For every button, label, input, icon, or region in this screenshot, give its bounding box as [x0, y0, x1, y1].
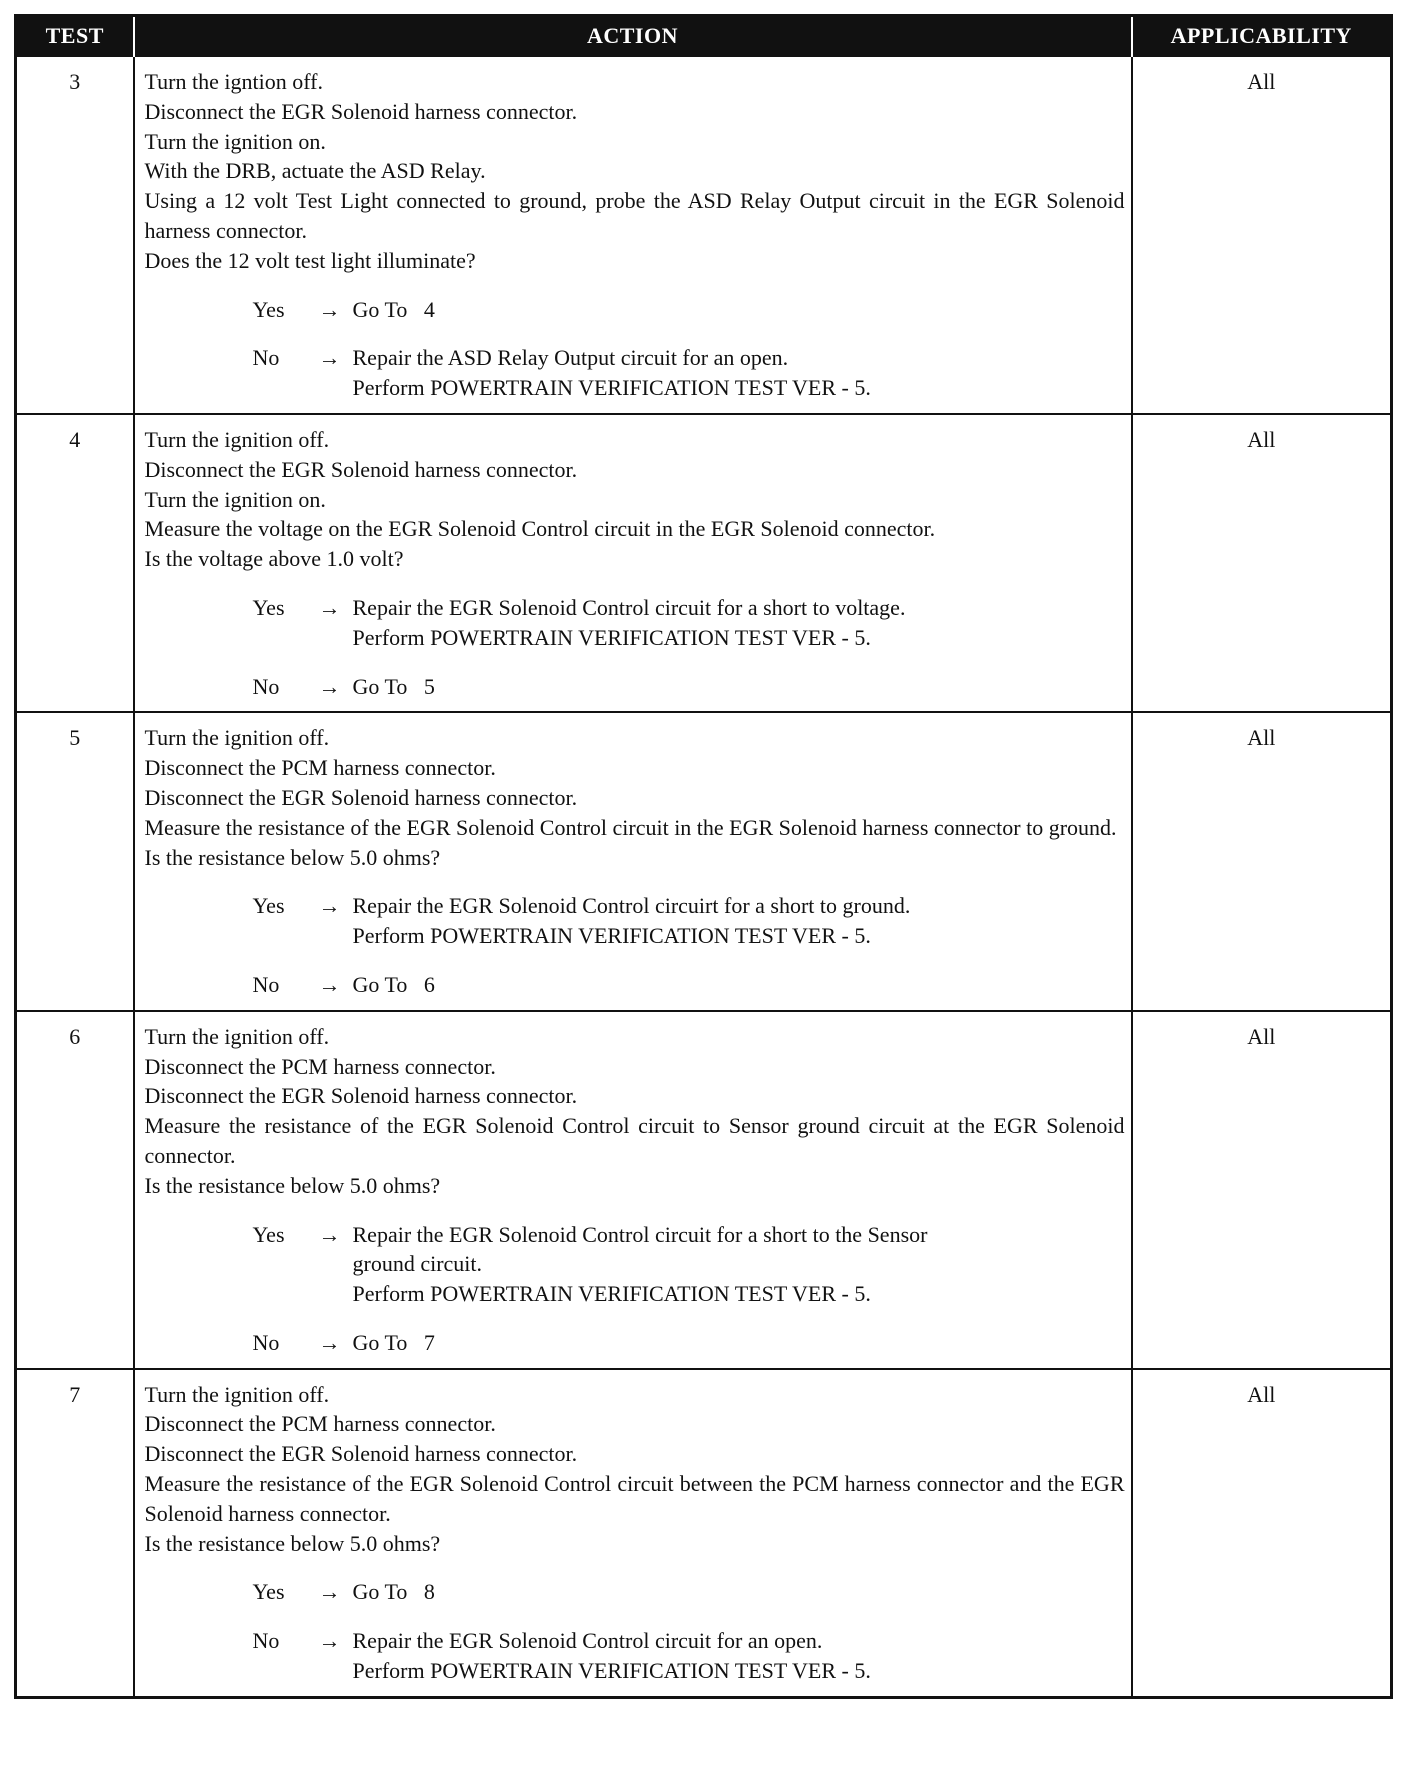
- step-list: [145, 67, 1125, 276]
- test-action: [134, 712, 1132, 1010]
- header-test: TEST: [16, 16, 134, 57]
- yes-text: [353, 1220, 1125, 1309]
- yes-text-line: Perform POWERTRAIN VERIFICATION TEST VER - 5.: [352, 1281, 871, 1307]
- table-header: [16, 16, 1392, 57]
- yes-label: Yes: [252, 1221, 285, 1247]
- no-response: [253, 1328, 1125, 1358]
- test-row: [16, 712, 1392, 1010]
- no-label: No: [252, 971, 280, 997]
- yes-response: [253, 593, 1125, 653]
- no-label: No: [252, 1628, 280, 1654]
- no-label: No: [252, 1329, 280, 1355]
- step-list: [145, 1380, 1125, 1559]
- test-row: [16, 1369, 1392, 1698]
- action-step: Turn the ignition off.: [144, 1023, 330, 1049]
- diagnostic-sheet: [14, 14, 1390, 1699]
- yes-text-line: Perform POWERTRAIN VERIFICATION TEST VER - 5.: [352, 923, 871, 949]
- header-applicability: APPLICABILITY: [1132, 16, 1392, 57]
- yes-text-line: Go To 8: [352, 1579, 435, 1605]
- test-applicability: All: [1132, 1011, 1392, 1369]
- yes-label: Yes: [252, 296, 285, 322]
- no-label: No: [252, 345, 280, 371]
- action-step: With the DRB, actuate the ASD Relay.: [144, 158, 486, 184]
- test-applicability: All: [1132, 414, 1392, 712]
- yes-text-line: ground circuit.: [352, 1251, 483, 1277]
- test-number: 5: [16, 712, 134, 1010]
- test-applicability: All: [1132, 56, 1392, 414]
- arrow-icon: →: [318, 893, 341, 919]
- action-step: Disconnect the EGR Solenoid harness connector.: [144, 1441, 578, 1467]
- step-list: [145, 723, 1125, 872]
- action-step: Turn the ignition off.: [144, 426, 330, 452]
- test-number: 7: [16, 1369, 134, 1698]
- action-step: Does the 12 volt test light illuminate?: [144, 247, 476, 273]
- action-step: Disconnect the PCM harness connector.: [144, 1053, 496, 1079]
- no-text: [353, 970, 1125, 1000]
- action-step: Disconnect the EGR Solenoid harness connector.: [144, 1083, 578, 1109]
- action-step: Measure the resistance of the EGR Solenoid Control circuit between the PCM harness connector and the EGR Solenoid harness connector.: [144, 1471, 1125, 1526]
- no-text-line: Go To 6: [352, 971, 435, 997]
- action-step: Disconnect the PCM harness connector.: [144, 755, 496, 781]
- yes-response: [253, 295, 1125, 325]
- action-step: Is the resistance below 5.0 ohms?: [144, 1530, 441, 1556]
- no-response: [253, 970, 1125, 1000]
- yes-text-line: Go To 4: [352, 296, 435, 322]
- test-number: 4: [16, 414, 134, 712]
- yes-text-line: Repair the EGR Solenoid Control circuit for a short to voltage.: [352, 594, 906, 620]
- action-step: Turn the ignition on.: [144, 486, 326, 512]
- arrow-icon: →: [318, 1628, 341, 1654]
- no-response: [253, 1626, 1125, 1686]
- test-row: [16, 56, 1392, 414]
- arrow-icon: →: [318, 1329, 341, 1355]
- action-step: Turn the ignition off.: [144, 1381, 330, 1407]
- header-action: ACTION: [134, 16, 1132, 57]
- test-number: 6: [16, 1011, 134, 1369]
- no-text-line: Repair the ASD Relay Output circuit for an open.: [352, 345, 789, 371]
- no-text: [353, 343, 1125, 403]
- no-text-line: Repair the EGR Solenoid Control circuit for an open.: [352, 1628, 823, 1654]
- action-step: Measure the voltage on the EGR Solenoid Control circuit in the EGR Solenoid connector.: [144, 516, 936, 542]
- yes-label: Yes: [252, 594, 285, 620]
- no-response: [253, 672, 1125, 702]
- no-text-line: Perform POWERTRAIN VERIFICATION TEST VER - 5.: [352, 375, 871, 401]
- test-action: [134, 56, 1132, 414]
- test-action: [134, 1369, 1132, 1698]
- action-step: Disconnect the EGR Solenoid harness connector.: [144, 784, 578, 810]
- test-table: [14, 14, 1393, 1699]
- test-row: [16, 1011, 1392, 1369]
- action-step: Using a 12 volt Test Light connected to ground, probe the ASD Relay Output circuit in the EGR Solenoid harness connector.: [144, 188, 1125, 243]
- arrow-icon: →: [318, 1579, 341, 1605]
- test-action: [134, 414, 1132, 712]
- action-step: Disconnect the EGR Solenoid harness connector.: [144, 98, 578, 124]
- yes-label: Yes: [252, 893, 285, 919]
- arrow-icon: →: [318, 971, 341, 997]
- yes-text: [353, 295, 1125, 325]
- yes-text-line: Perform POWERTRAIN VERIFICATION TEST VER - 5.: [352, 624, 871, 650]
- table-body: [16, 56, 1392, 1697]
- no-text-line: Go To 7: [352, 1329, 435, 1355]
- step-list: [145, 425, 1125, 574]
- yes-text: [353, 593, 1125, 653]
- no-label: No: [252, 673, 280, 699]
- test-number: 3: [16, 56, 134, 414]
- no-text-line: Perform POWERTRAIN VERIFICATION TEST VER - 5.: [352, 1658, 871, 1684]
- arrow-icon: →: [318, 296, 341, 322]
- yes-text: [353, 891, 1125, 951]
- yes-text-line: Repair the EGR Solenoid Control circuirt for a short to ground.: [352, 893, 911, 919]
- action-step: Disconnect the PCM harness connector.: [144, 1411, 496, 1437]
- arrow-icon: →: [318, 1221, 341, 1247]
- yes-label: Yes: [252, 1579, 285, 1605]
- action-step: Disconnect the EGR Solenoid harness connector.: [144, 456, 578, 482]
- no-response: [253, 343, 1125, 403]
- arrow-icon: →: [318, 594, 341, 620]
- action-step: Measure the resistance of the EGR Solenoid Control circuit in the EGR Solenoid harness connector to ground.: [144, 814, 1117, 840]
- arrow-icon: →: [318, 673, 341, 699]
- no-text: [353, 1626, 1125, 1686]
- test-applicability: All: [1132, 1369, 1392, 1698]
- yes-response: [253, 891, 1125, 951]
- test-action: [134, 1011, 1132, 1369]
- yes-response: [253, 1220, 1125, 1309]
- action-step: Turn the ignition off.: [144, 725, 330, 751]
- action-step: Turn the igntion off.: [144, 69, 323, 94]
- test-applicability: All: [1132, 712, 1392, 1010]
- action-step: Is the resistance below 5.0 ohms?: [144, 844, 441, 870]
- yes-text-line: Repair the EGR Solenoid Control circuit for a short to the Sensor: [352, 1221, 928, 1247]
- action-step: Is the voltage above 1.0 volt?: [144, 546, 404, 572]
- action-step: Turn the ignition on.: [144, 128, 326, 154]
- action-step: Measure the resistance of the EGR Solenoid Control circuit to Sensor ground circuit at the EGR Solenoid connector.: [144, 1113, 1125, 1168]
- no-text: [353, 672, 1125, 702]
- no-text-line: Go To 5: [352, 673, 435, 699]
- arrow-icon: →: [318, 345, 341, 371]
- yes-text: [353, 1577, 1125, 1607]
- test-row: [16, 414, 1392, 712]
- yes-response: [253, 1577, 1125, 1607]
- step-list: [145, 1022, 1125, 1201]
- no-text: [353, 1328, 1125, 1358]
- action-step: Is the resistance below 5.0 ohms?: [144, 1172, 441, 1198]
